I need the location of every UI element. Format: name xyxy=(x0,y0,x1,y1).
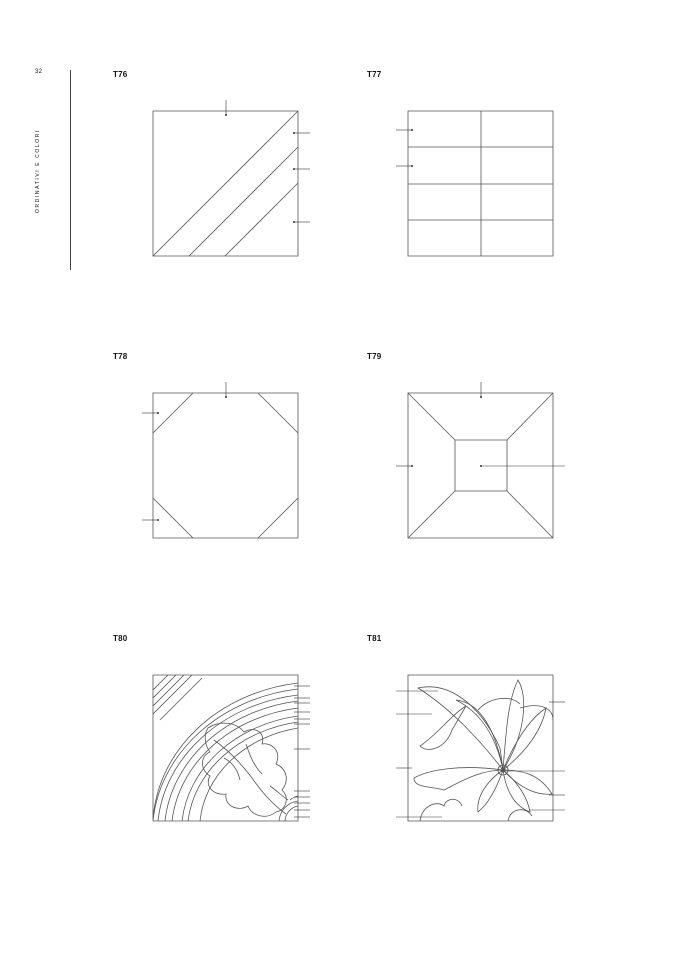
tile-diagram-t81 xyxy=(396,675,565,821)
side-label: ORDINATIVI E COLORI xyxy=(35,129,41,213)
tile-code-t79: T79 xyxy=(367,352,382,361)
tile-diagram-t76 xyxy=(153,100,310,256)
tile-diagram-t78 xyxy=(142,382,298,538)
tile-code-t81: T81 xyxy=(367,634,382,643)
tile-code-t78: T78 xyxy=(113,352,128,361)
page-number: 32 xyxy=(35,69,43,75)
tile-diagram-t80 xyxy=(153,675,310,821)
tile-diagram-t79 xyxy=(396,382,565,538)
tile-code-t77: T77 xyxy=(367,70,382,79)
tile-code-t80: T80 xyxy=(113,634,128,643)
tile-diagram-t77 xyxy=(396,111,553,256)
tile-code-t76: T76 xyxy=(113,70,128,79)
